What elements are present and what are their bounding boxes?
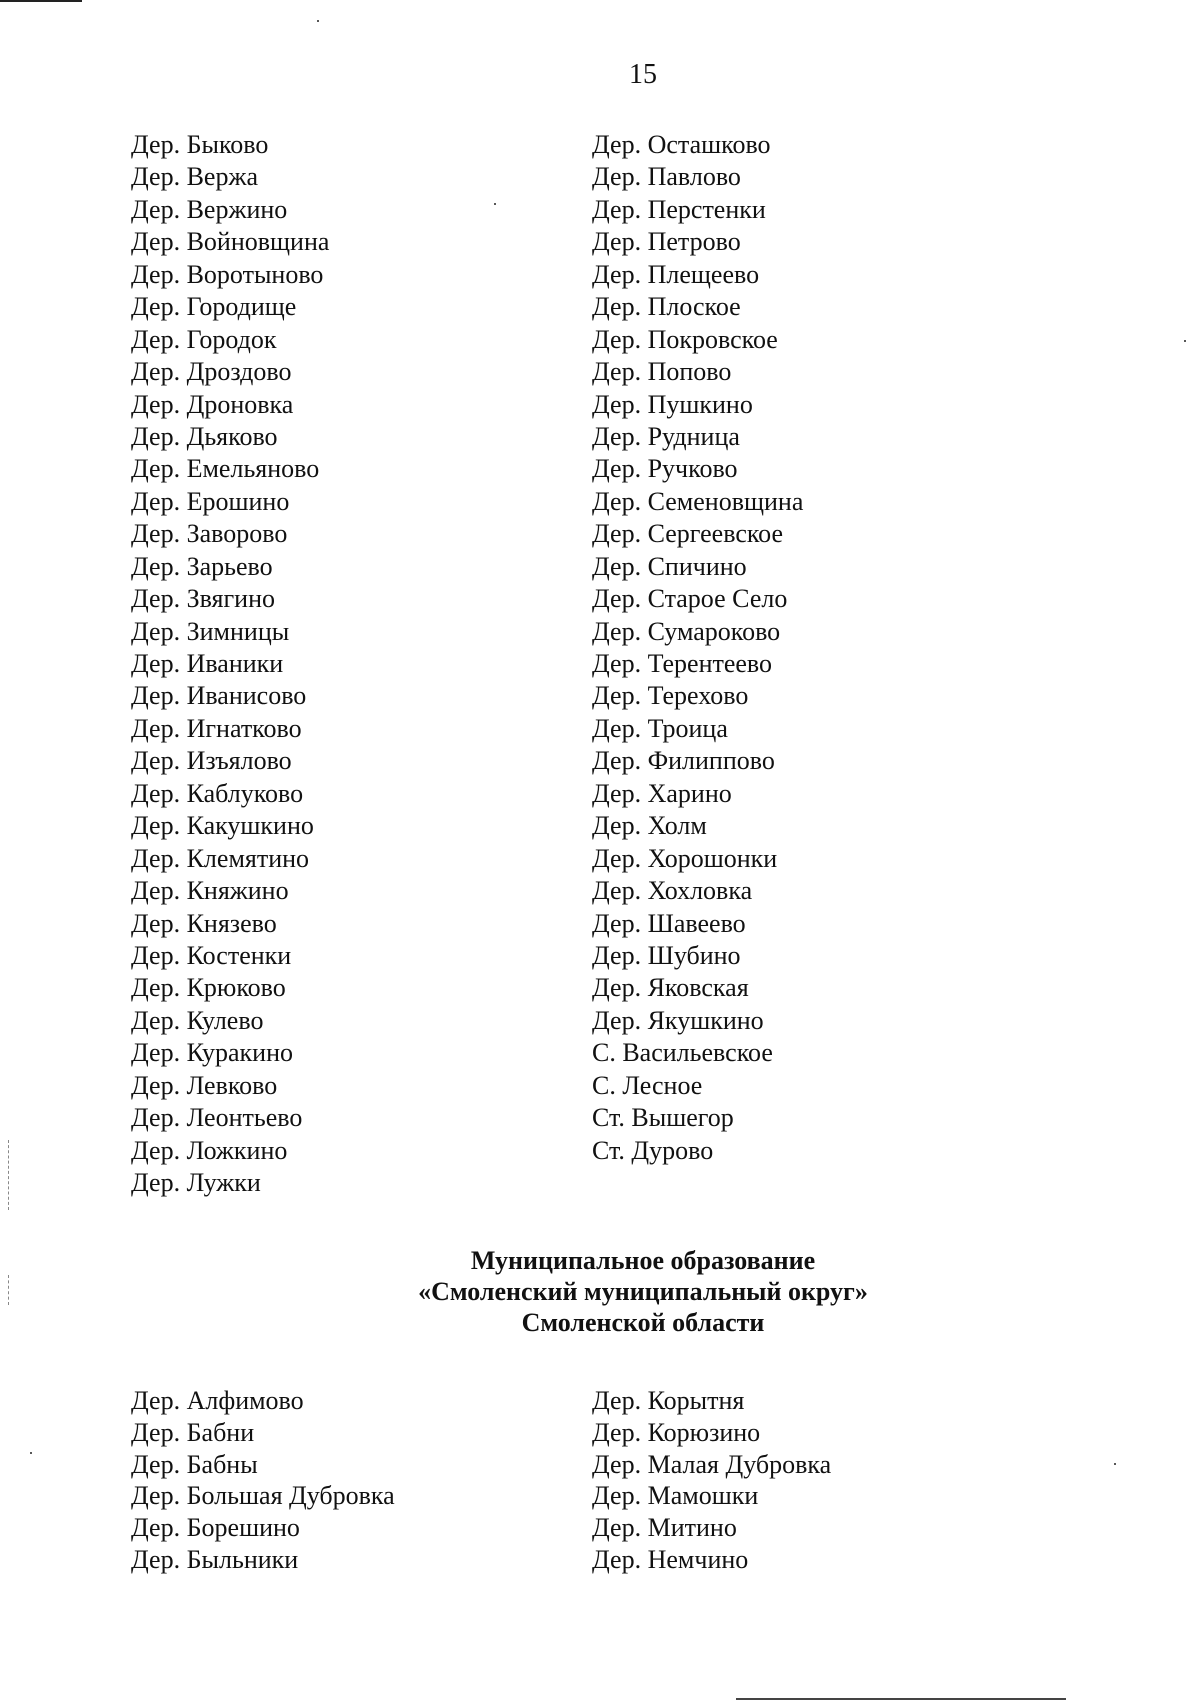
settlement-item: Дер. Попово xyxy=(592,357,732,387)
settlement-item: Дер. Покровское xyxy=(592,324,778,354)
settlement-item: Дер. Князево xyxy=(131,908,277,938)
settlement-item: Дер. Пушкино xyxy=(592,389,753,419)
settlement-item: Дер. Бабни xyxy=(131,1417,255,1447)
settlement-item: Дер. Терехово xyxy=(592,681,749,711)
settlement-item: Дер. Ерошино xyxy=(131,486,290,516)
scan-dot xyxy=(1114,1463,1116,1465)
heading-line: «Смоленский муниципальный округ» xyxy=(418,1277,868,1306)
settlement-item: Дер. Вержа xyxy=(131,162,258,192)
scan-line-top-left xyxy=(0,0,82,2)
page-number: 15 xyxy=(629,59,657,90)
settlement-item: Дер. Корытня xyxy=(592,1386,745,1415)
settlement-item: Дер. Старое Село xyxy=(592,584,788,614)
settlement-item: Дер. Иваники xyxy=(131,649,284,678)
scan-dot xyxy=(317,20,319,22)
settlement-item: Дер. Митино xyxy=(592,1513,737,1543)
settlement-item: Дер. Петрово xyxy=(592,227,741,257)
settlement-item: С. Лесное xyxy=(592,1070,703,1100)
settlement-item: Дер. Каблуково xyxy=(131,778,304,808)
settlement-item: Дер. Корюзино xyxy=(592,1417,761,1447)
settlement-item: Дер. Иванисово xyxy=(131,681,307,711)
settlement-item: Дер. Игнатково xyxy=(131,713,302,743)
settlement-item: Дер. Харино xyxy=(592,778,732,808)
settlement-item: Дер. Алфимово xyxy=(131,1386,304,1415)
settlement-item: Дер. Дьяково xyxy=(131,421,278,451)
settlement-item: Дер. Павлово xyxy=(592,162,741,192)
settlement-item: Дер. Изъялово xyxy=(131,746,292,776)
settlement-item: Ст. Дурово xyxy=(592,1135,714,1165)
settlement-item: Дер. Городок xyxy=(131,324,277,354)
settlement-item: Дер. Семеновщина xyxy=(592,486,804,516)
settlement-item: Дер. Быльники xyxy=(131,1544,299,1574)
settlement-item: Дер. Яковская xyxy=(592,973,749,1003)
scan-dot xyxy=(1184,340,1186,342)
settlement-item: Дер. Городище xyxy=(131,292,297,322)
smolensk-settlement-list-right xyxy=(592,1385,831,1576)
settlement-item: Дер. Сумароково xyxy=(592,616,781,646)
settlement-item: Дер. Мамошки xyxy=(592,1481,759,1511)
scan-edge-mark xyxy=(8,1140,10,1210)
settlement-item: Дер. Ложкино xyxy=(131,1135,288,1165)
settlement-item: Дер. Лужки xyxy=(131,1168,261,1197)
heading-line: Смоленской области xyxy=(521,1308,765,1337)
scan-dot xyxy=(30,1452,32,1454)
settlement-item: Дер. Малая Дубровка xyxy=(592,1449,832,1479)
settlement-item: Дер. Немчино xyxy=(592,1544,749,1574)
settlement-item: Дер. Холм xyxy=(592,811,707,841)
settlement-item: С. Васильевское xyxy=(592,1038,773,1068)
settlement-item: Дер. Дроздово xyxy=(131,357,292,387)
settlement-item: Дер. Троица xyxy=(592,713,728,743)
settlement-item: Дер. Зарьево xyxy=(131,551,273,581)
settlement-list-left xyxy=(131,129,329,1199)
settlement-item: Дер. Кулево xyxy=(131,1005,264,1035)
settlement-item: Дер. Бабны xyxy=(131,1449,258,1479)
section-heading xyxy=(0,1245,1200,1338)
settlement-item: Дер. Плоское xyxy=(592,292,741,322)
settlement-item: Дер. Шавеево xyxy=(592,908,746,938)
settlement-item: Дер. Терентеево xyxy=(592,649,773,678)
settlement-item: Дер. Княжино xyxy=(131,876,289,906)
settlement-item: Дер. Какушкино xyxy=(131,811,314,841)
settlement-item: Дер. Осташково xyxy=(592,130,771,159)
settlement-item: Дер. Ручково xyxy=(592,454,738,484)
settlement-item: Дер. Хохловка xyxy=(592,876,753,906)
settlement-item: Дер. Борешино xyxy=(131,1513,300,1543)
settlement-item: Дер. Звягино xyxy=(131,584,276,614)
settlement-item: Дер. Крюково xyxy=(131,973,286,1003)
settlement-item: Дер. Левково xyxy=(131,1070,278,1100)
settlement-item: Дер. Рудница xyxy=(592,421,740,451)
settlement-item: Дер. Емельяново xyxy=(131,454,320,484)
settlement-item: Дер. Дроновка xyxy=(131,389,294,419)
settlement-item: Дер. Сергеевское xyxy=(592,519,784,549)
settlement-item: Дер. Куракино xyxy=(131,1038,293,1068)
smolensk-settlement-list-left xyxy=(131,1385,395,1576)
settlement-item: Дер. Вержино xyxy=(131,194,288,224)
settlement-item: Дер. Перстенки xyxy=(592,194,766,224)
settlement-item: Дер. Быково xyxy=(131,130,269,159)
settlement-item: Дер. Хорошонки xyxy=(592,843,778,873)
scan-line-bottom xyxy=(736,1698,1066,1700)
heading-line: Муниципальное образование xyxy=(470,1246,816,1275)
settlement-item: Дер. Клемятино xyxy=(131,843,310,873)
settlement-item: Дер. Зимницы xyxy=(131,616,290,646)
settlement-item: Дер. Большая Дубровка xyxy=(131,1481,395,1511)
scan-dot xyxy=(494,203,496,205)
settlement-item: Дер. Костенки xyxy=(131,940,292,970)
settlement-item: Дер. Спичино xyxy=(592,551,747,581)
settlement-item: Дер. Шубино xyxy=(592,940,741,970)
settlement-item: Дер. Филиппово xyxy=(592,746,775,776)
settlement-item: Дер. Якушкино xyxy=(592,1005,764,1035)
settlement-item: Дер. Войновщина xyxy=(131,227,330,257)
settlement-item: Дер. Заворово xyxy=(131,519,288,549)
settlement-item: Дер. Леонтьево xyxy=(131,1103,303,1133)
settlement-item: Дер. Плещеево xyxy=(592,259,760,289)
settlement-item: Дер. Воротыново xyxy=(131,259,324,289)
settlement-list-right xyxy=(592,129,803,1167)
settlement-item: Ст. Вышегор xyxy=(592,1103,734,1133)
